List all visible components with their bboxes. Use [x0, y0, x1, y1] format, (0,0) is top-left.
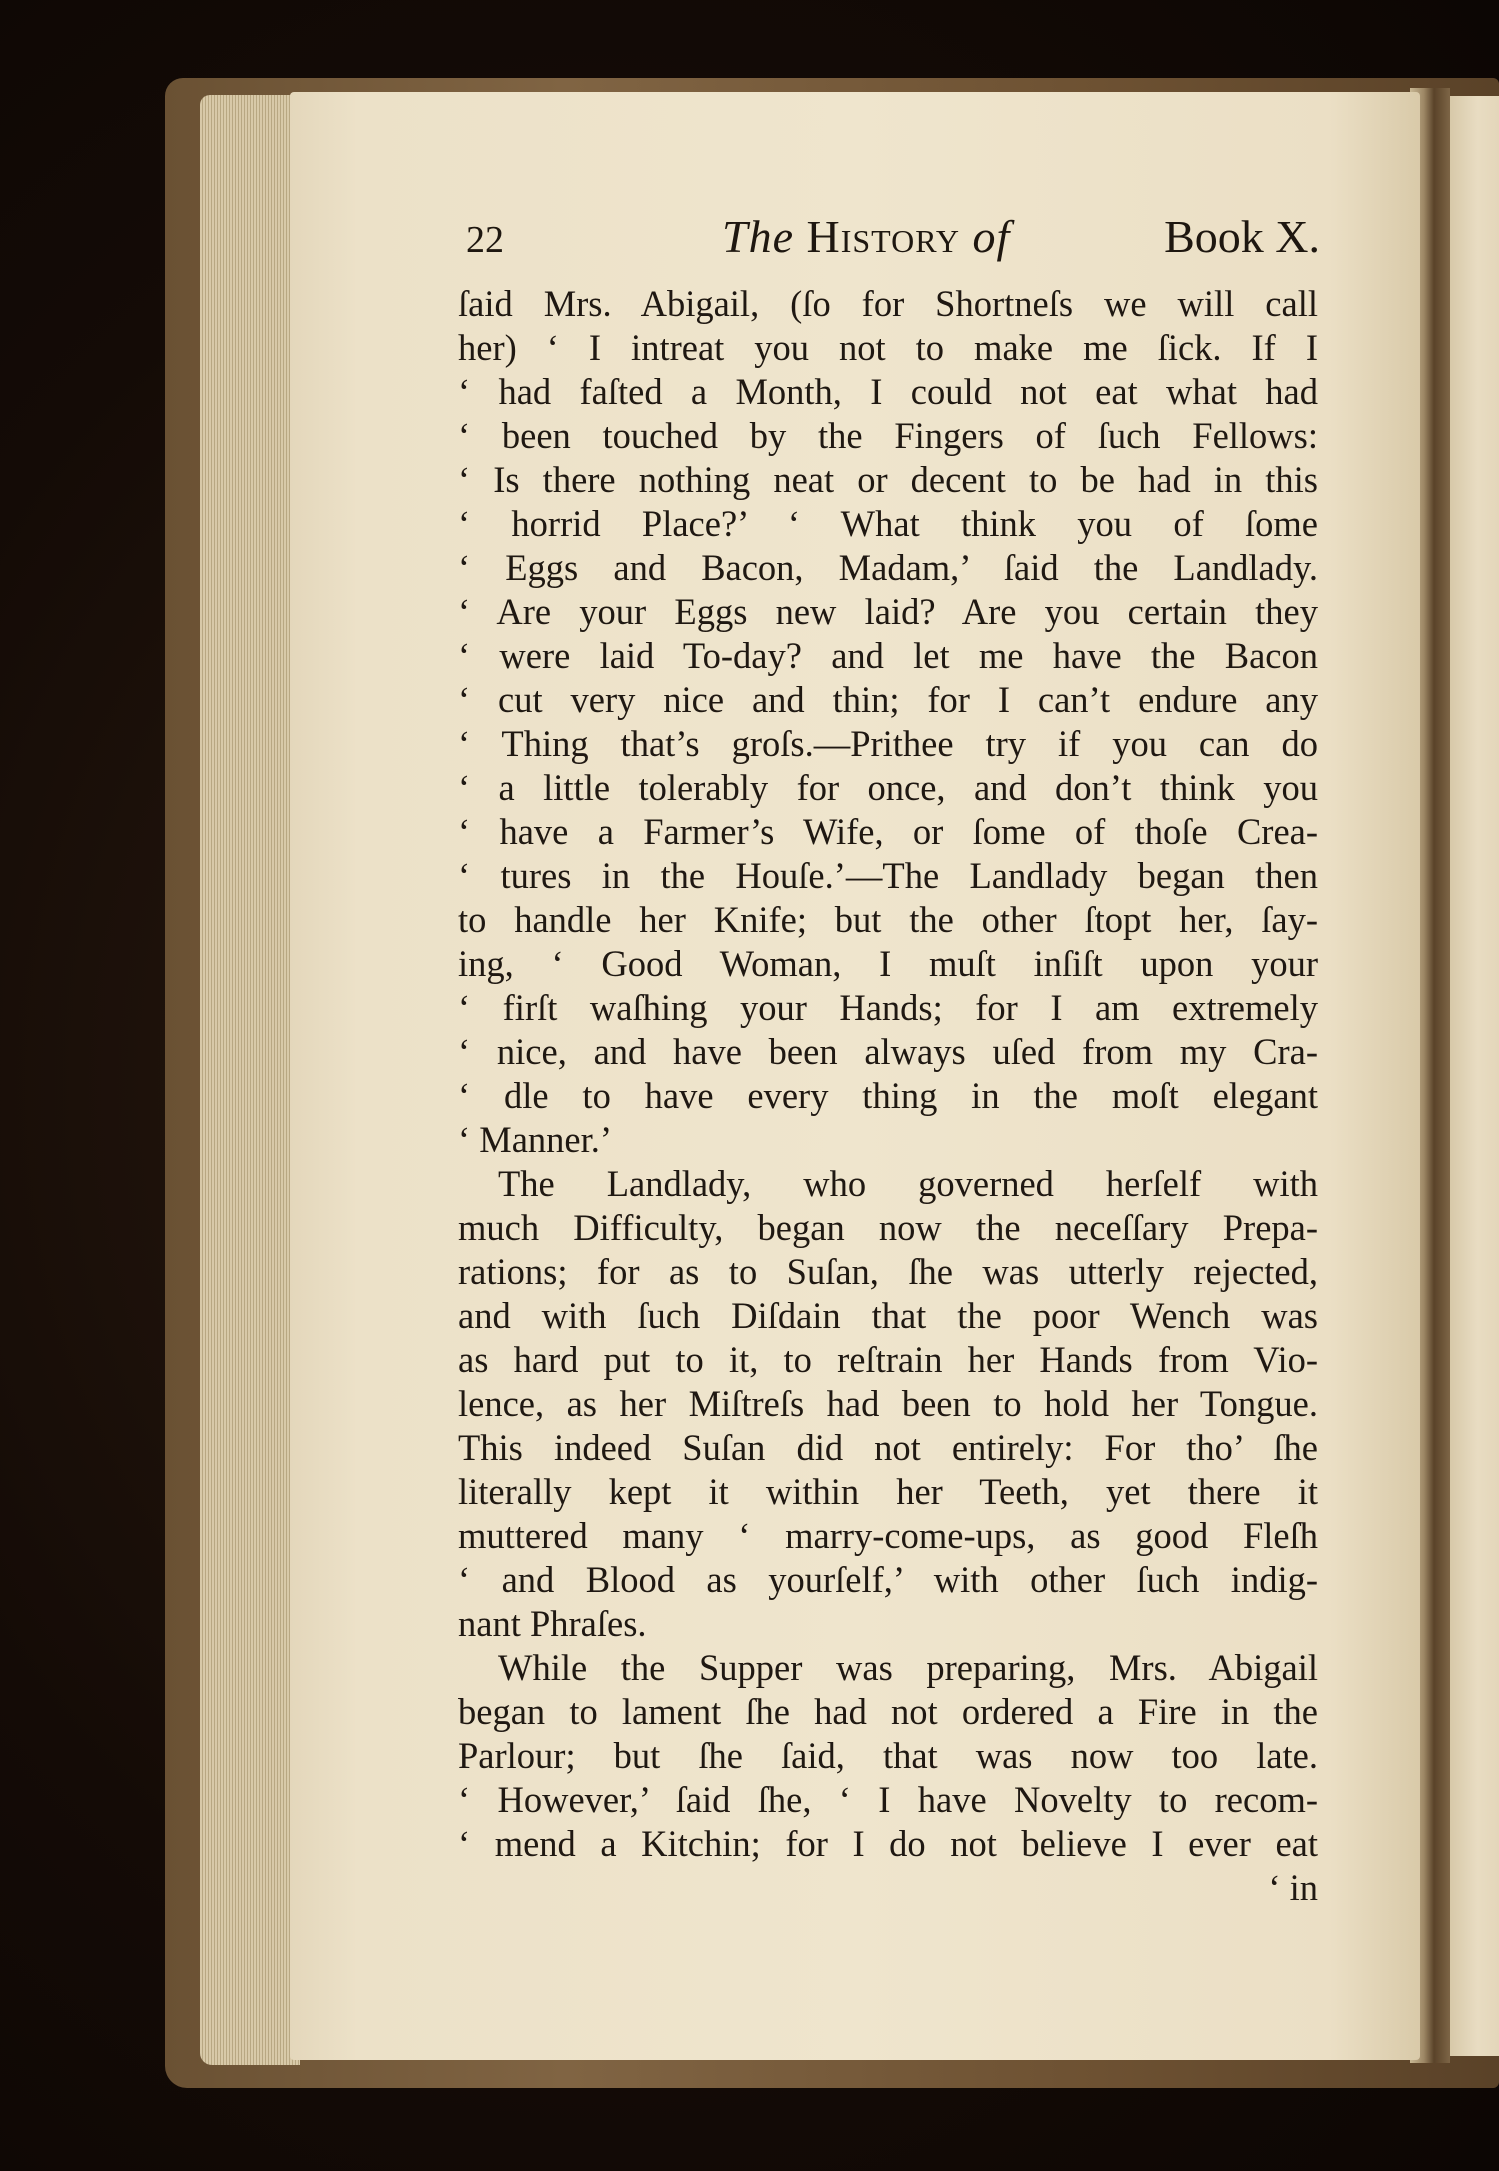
- running-title-of: of: [972, 211, 1011, 262]
- running-title: [722, 210, 1010, 263]
- text-line: ing, ‘ Good Woman, I muſt inſiſt upon your: [458, 943, 1318, 984]
- text-line: ‘ Thing that’s groſs.—Prithee try if you can do: [458, 723, 1318, 764]
- text-line: to handle her Knife; but the other ſtopt her, ſay-: [458, 899, 1318, 940]
- text-line: ſaid Mrs. Abigail, (ſo for Shortneſs we will call: [458, 283, 1318, 324]
- text-line: This indeed Suſan did not entirely: For tho’ ſhe: [458, 1427, 1318, 1468]
- book-number: Book X.: [1164, 211, 1320, 262]
- text-line: ‘ have a Farmer’s Wife, or ſome of thoſe Crea-: [458, 811, 1318, 852]
- text-line: her) ‘ I intreat you not to make me ſick. If I: [458, 327, 1318, 368]
- text-line: and with ſuch Diſdain that the poor Wench was: [458, 1295, 1318, 1336]
- text-line: as hard put to it, to reſtrain her Hands from Vio-: [458, 1339, 1318, 1380]
- page-number: 22: [466, 219, 504, 261]
- running-head: [466, 210, 1320, 270]
- text-line: ‘ Eggs and Bacon, Madam,’ ſaid the Landlady.: [458, 547, 1318, 588]
- text-line: ‘ Manner.’: [458, 1119, 613, 1160]
- page-edges: [200, 95, 300, 2065]
- text-line: ‘ tures in the Houſe.’—The Landlady began then: [458, 855, 1318, 896]
- text-line: literally kept it within her Teeth, yet there it: [458, 1471, 1318, 1512]
- text-line: ‘ cut very nice and thin; for I can’t endure any: [458, 679, 1318, 720]
- facing-page-edge: [1445, 96, 1499, 2056]
- text-line: ‘ Are your Eggs new laid? Are you certain they: [458, 591, 1318, 632]
- text-line: muttered many ‘ marry-come-ups, as good Fleſh: [458, 1515, 1318, 1556]
- text-line: rations; for as to Suſan, ſhe was utterly rejected,: [458, 1251, 1318, 1292]
- text-line: lence, as her Miſtreſs had been to hold her Tongue.: [458, 1383, 1318, 1424]
- text-line: Parlour; but ſhe ſaid, that was now too late.: [458, 1735, 1318, 1776]
- running-title-the: The: [722, 211, 794, 262]
- text-line: ‘ been touched by the Fingers of ſuch Fellows:: [458, 415, 1318, 456]
- text-line: ‘ had faſted a Month, I could not eat what had: [458, 371, 1318, 412]
- text-line: While the Supper was preparing, Mrs. Abigail: [498, 1647, 1318, 1688]
- text-line: began to lament ſhe had not ordered a Fire in the: [458, 1691, 1318, 1732]
- text-line: much Difficulty, began now the neceſſary Prepa-: [458, 1207, 1318, 1248]
- text-line: ‘ firſt waſhing your Hands; for I am extremely: [458, 987, 1318, 1028]
- text-line: ‘ a little tolerably for once, and don’t think you: [458, 767, 1318, 808]
- running-title-history: History: [806, 211, 960, 262]
- text-line: The Landlady, who governed herſelf with: [498, 1163, 1318, 1204]
- text-line: nant Phraſes.: [458, 1603, 647, 1644]
- text-line: ‘ mend a Kitchin; for I do not believe I ever eat: [458, 1823, 1318, 1864]
- text-line: ‘ However,’ ſaid ſhe, ‘ I have Novelty to recom-: [458, 1779, 1318, 1820]
- text-line: ‘ and Blood as yourſelf,’ with other ſuch indig-: [458, 1559, 1318, 1600]
- text-line: ‘ horrid Place?’ ‘ What think you of ſome: [458, 503, 1318, 544]
- catchword: ‘ in: [1268, 1867, 1318, 1908]
- text-line: ‘ Is there nothing neat or decent to be had in this: [458, 459, 1318, 500]
- text-line: ‘ dle to have every thing in the moſt elegant: [458, 1075, 1318, 1116]
- text-line: ‘ nice, and have been always uſed from my Cra-: [458, 1031, 1318, 1072]
- text-line: ‘ were laid To-day? and let me have the Bacon: [458, 635, 1318, 676]
- body-text: [458, 282, 1318, 1910]
